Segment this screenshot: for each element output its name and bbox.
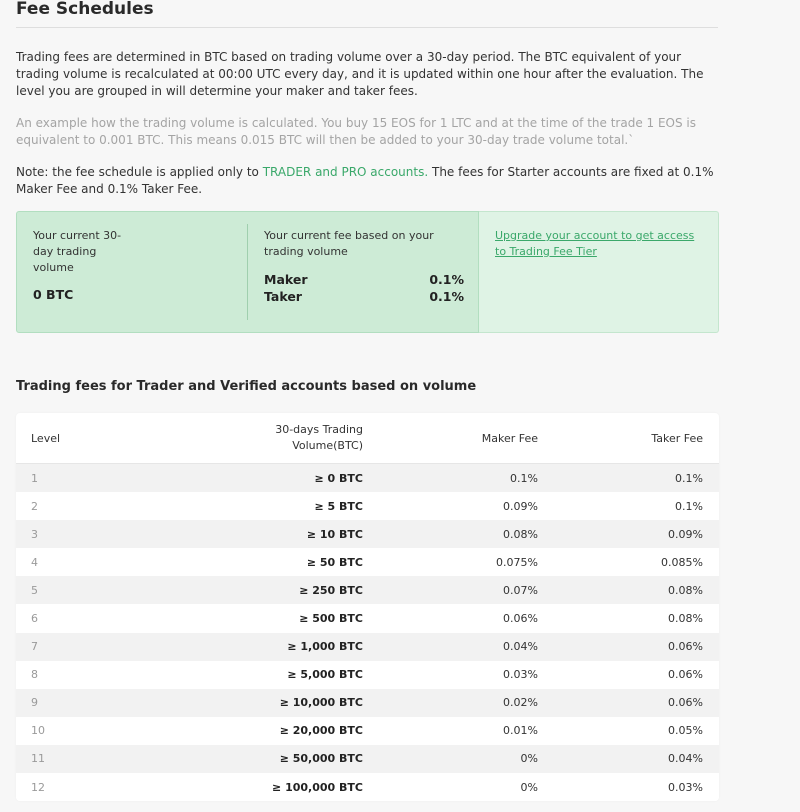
cell-level: 4 [31, 555, 38, 569]
cell-level: 9 [31, 696, 38, 710]
cell-maker-fee: 0.09% [503, 499, 538, 513]
cell-volume: ≥ 100,000 BTC [272, 780, 363, 794]
upgrade-account-link[interactable]: Upgrade your account to get access to Trading Fee Tier [495, 229, 695, 258]
fee-table-title: Trading fees for Trader and Verified accounts based on volume [16, 379, 477, 394]
volume-value: 0 BTC [33, 287, 74, 302]
table-body [16, 464, 719, 801]
table-row [16, 633, 719, 661]
table-row [16, 717, 719, 745]
cell-volume: ≥ 500 BTC [299, 612, 363, 626]
cell-maker-fee: 0% [520, 780, 538, 794]
fee-description: Trading fees are determined in BTC based on trading volume over a 30-day period. The BTC equivalent of your trading volume is recalculated at 00:00 UTC every day, and it is updated within one hour after the evaluation. The level you are grouped in will determine your maker and taker fees. [16, 50, 704, 98]
cell-maker-fee: 0.07% [503, 583, 538, 597]
cell-taker-fee: 0.06% [668, 640, 703, 654]
cell-level: 11 [31, 752, 45, 766]
upgrade-panel [479, 211, 719, 333]
volume-label: Your current 30-day trading volume [33, 229, 122, 274]
page-title: Fee Schedules [16, 0, 718, 28]
cell-maker-fee: 0.06% [503, 612, 538, 626]
maker-label: Maker [264, 272, 308, 287]
header-volume-line1: 30-days Trading [275, 423, 363, 436]
table-row [16, 689, 719, 717]
table-row [16, 548, 719, 576]
table-row [16, 576, 719, 604]
cell-taker-fee: 0.05% [668, 724, 703, 738]
volume-example: An example how the trading volume is calculated. You buy 15 EOS for 1 LTC and at the time of the trade 1 EOS is equivalent to 0.001 BTC. This means 0.015 BTC will then be added to your 30-day trade volume total.` [16, 116, 697, 147]
cell-volume: ≥ 10,000 BTC [279, 696, 363, 710]
header-level: Level [31, 431, 61, 445]
cell-volume: ≥ 5 BTC [314, 499, 363, 513]
table-header [16, 413, 719, 464]
cell-level: 3 [31, 527, 38, 541]
cell-taker-fee: 0.04% [668, 752, 703, 766]
table-row [16, 492, 719, 520]
cell-taker-fee: 0.09% [668, 527, 703, 541]
cell-level: 2 [31, 499, 38, 513]
taker-label: Taker [264, 289, 302, 304]
fee-divider [247, 224, 248, 320]
table-row [16, 773, 719, 801]
cell-taker-fee: 0.06% [668, 668, 703, 682]
cell-volume: ≥ 0 BTC [314, 471, 363, 485]
taker-value: 0.1% [429, 289, 464, 304]
cell-maker-fee: 0% [520, 752, 538, 766]
table-row [16, 520, 719, 548]
maker-rate-row [264, 271, 464, 288]
cell-taker-fee: 0.1% [675, 471, 703, 485]
table-row [16, 464, 719, 492]
rates [264, 271, 464, 305]
cell-maker-fee: 0.02% [503, 696, 538, 710]
cell-volume: ≥ 5,000 BTC [287, 668, 363, 682]
cell-level: 10 [31, 724, 45, 738]
current-fee-summary [16, 211, 479, 333]
cell-level: 5 [31, 583, 38, 597]
fee-label: Your current fee based on your trading volume [264, 229, 434, 258]
header-volume [98, 422, 363, 454]
cell-taker-fee: 0.1% [675, 499, 703, 513]
header-maker-fee: Maker Fee [481, 431, 538, 445]
cell-taker-fee: 0.085% [661, 555, 703, 569]
cell-level: 1 [31, 471, 38, 485]
fee-table [16, 413, 719, 801]
cell-level: 12 [31, 780, 45, 794]
cell-maker-fee: 0.04% [503, 640, 538, 654]
cell-volume: ≥ 250 BTC [299, 583, 363, 597]
volume-column [17, 212, 247, 332]
maker-value: 0.1% [429, 272, 464, 287]
cell-taker-fee: 0.03% [668, 780, 703, 794]
cell-volume: ≥ 1,000 BTC [287, 640, 363, 654]
cell-level: 7 [31, 640, 38, 654]
current-fee-box [16, 211, 719, 333]
account-note [16, 164, 718, 198]
cell-volume: ≥ 50,000 BTC [279, 752, 363, 766]
cell-maker-fee: 0.03% [503, 668, 538, 682]
cell-taker-fee: 0.08% [668, 612, 703, 626]
table-row [16, 745, 719, 773]
table-row [16, 661, 719, 689]
cell-maker-fee: 0.075% [496, 555, 538, 569]
fee-schedules-page [16, 0, 718, 794]
cell-taker-fee: 0.06% [668, 696, 703, 710]
cell-taker-fee: 0.08% [668, 583, 703, 597]
taker-rate-row [264, 288, 464, 305]
cell-maker-fee: 0.01% [503, 724, 538, 738]
note-suffix: The fees for Starter accounts are fixed at 0.1% Maker Fee and 0.1% Taker Fee. [16, 165, 714, 196]
cell-volume: ≥ 10 BTC [306, 527, 363, 541]
header-volume-line2: Volume(BTC) [292, 439, 363, 452]
note-prefix: Note: the fee schedule is applied only to [16, 165, 263, 179]
trader-pro-link[interactable]: TRADER and PRO accounts. [262, 165, 429, 179]
header-taker-fee: Taker Fee [651, 431, 703, 445]
cell-volume: ≥ 20,000 BTC [279, 724, 363, 738]
table-row [16, 604, 719, 632]
cell-volume: ≥ 50 BTC [306, 555, 363, 569]
fee-column [264, 228, 464, 305]
cell-level: 6 [31, 612, 38, 626]
cell-maker-fee: 0.08% [503, 527, 538, 541]
cell-level: 8 [31, 668, 38, 682]
cell-maker-fee: 0.1% [510, 471, 538, 485]
